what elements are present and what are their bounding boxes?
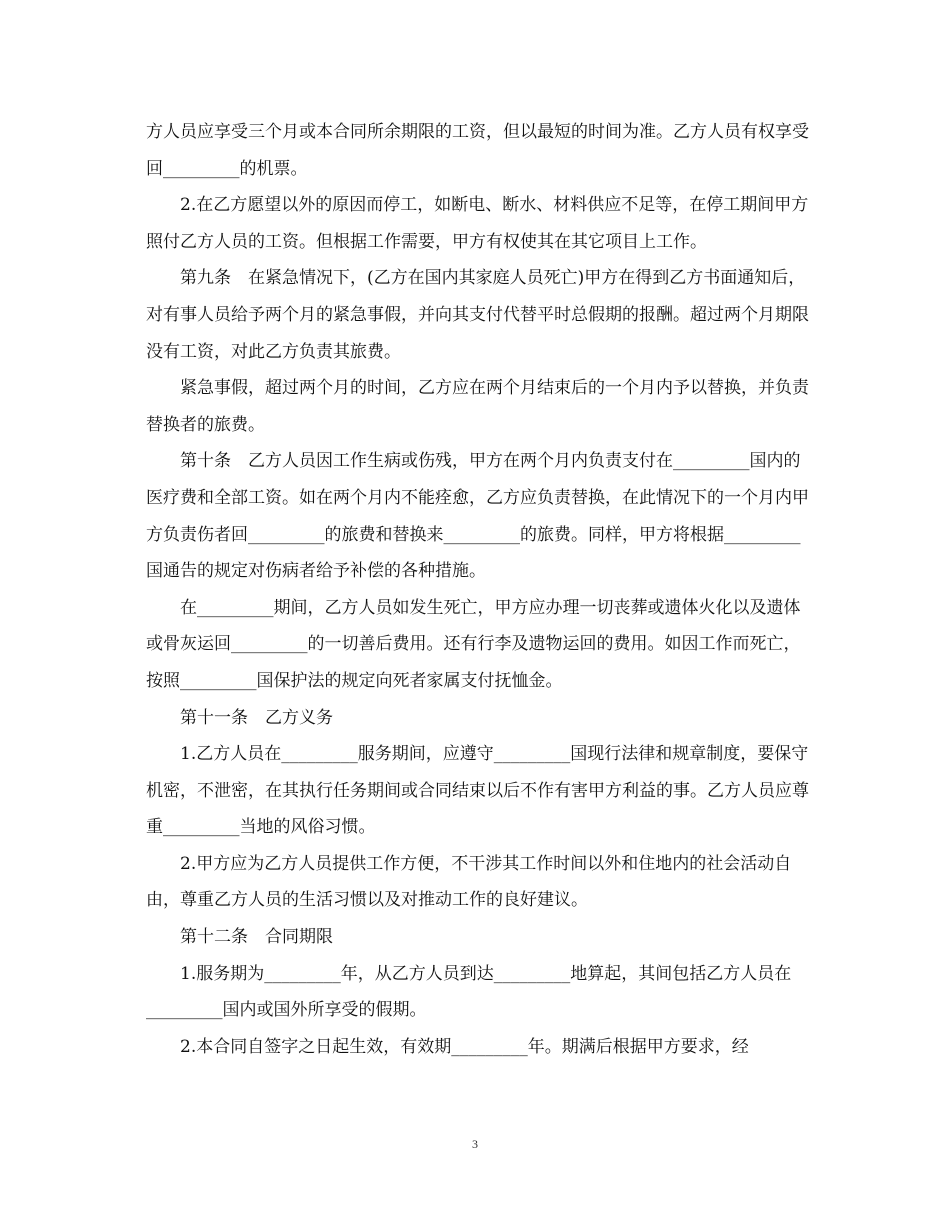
document-body bbox=[146, 114, 810, 1065]
paragraph: 1.服务期为_________年，从乙方人员到达_________地算起，其间包括乙方人员在_________国内或国外所享受的假期。 bbox=[146, 963, 792, 1021]
paragraph: 2.本合同自签字之日起生效，有效期_________年。期满后根据甲方要求，经 bbox=[180, 1036, 749, 1057]
section-heading: 第十一条 乙方义务 bbox=[180, 707, 333, 728]
paragraph: 在_________期间，乙方人员如发生死亡，甲方应办理一切丧葬或遗体火化以及遗体或骨灰运回_________的一切善后费用。还有行李及遗物运回的费用。如因工作而死亡，按照_________国保护法的规定向死者家属支付抚恤金。 bbox=[146, 597, 801, 691]
paragraph: 第十条 乙方人员因工作生病或伤残，甲方在两个月内负责支付在_________国内的医疗费和全部工资。如在两个月内不能痊愈，乙方应负责替换，在此情况下的一个月内甲方负责伤者回_________的旅费和替换来_________的旅费。同样，甲方将根据_________国通告的规定对伤病者给予补偿的各种措施。 bbox=[146, 451, 809, 582]
page-number: 3 bbox=[472, 1137, 478, 1151]
paragraph: 方人员应享受三个月或本合同所余期限的工资，但以最短的时间为准。乙方人员有权享受回_________的机票。 bbox=[146, 122, 809, 179]
paragraph: 1.乙方人员在_________服务期间，应遵守_________国现行法律和规章制度，要保守机密，不泄密，在其执行任务期间或合同结束以后不作有害甲方利益的事。乙方人员应尊重_________当地的风俗习惯。 bbox=[146, 744, 809, 838]
paragraph: 2.甲方应为乙方人员提供工作方便，不干涉其工作时间以外和住地内的社会活动自由，尊重乙方人员的生活习惯以及对推动工作的良好建议。 bbox=[146, 853, 792, 911]
paragraph: 紧急事假，超过两个月的时间，乙方应在两个月结束后的一个月内予以替换，并负责替换者的旅费。 bbox=[146, 378, 809, 435]
paragraph: 第九条 在紧急情况下，(乙方在国内其家庭人员死亡)甲方在得到乙方书面通知后，对有事人员给予两个月的紧急事假，并向其支付代替平时总假期的报酬。超过两个月期限没有工资，对此乙方负责其旅费。 bbox=[146, 268, 809, 362]
section-heading: 第十二条 合同期限 bbox=[180, 927, 333, 948]
paragraph: 2.在乙方愿望以外的原因而停工，如断电、断水、材料供应不足等，在停工期间甲方照付乙方人员的工资。但根据工作需要，甲方有权使其在其它项目上工作。 bbox=[146, 195, 809, 252]
